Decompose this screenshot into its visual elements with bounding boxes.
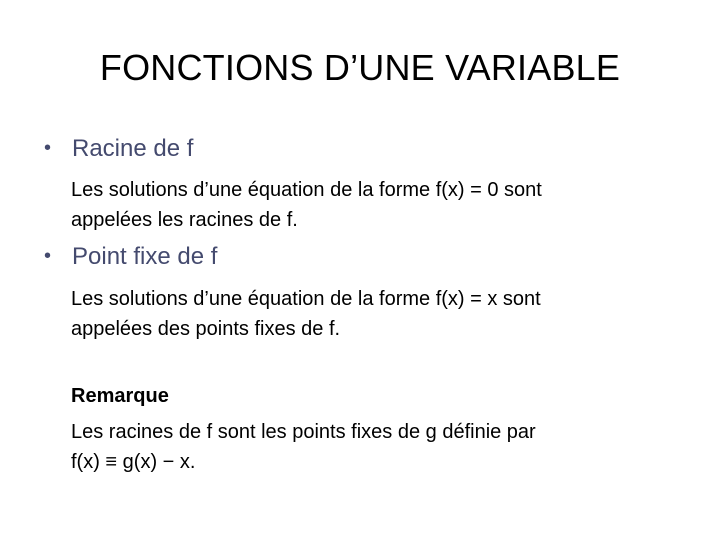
racine-definition bbox=[71, 175, 671, 235]
racine-line-1: Les solutions d’une équation de la forme f(x) = 0 sont bbox=[71, 179, 542, 201]
point-fixe-line-2: appelées des points fixes de f. bbox=[71, 318, 341, 340]
remark-line-1: Les racines de f sont les points fixes de g définie par bbox=[71, 421, 536, 443]
bullet-dot-icon: • bbox=[44, 137, 52, 159]
point-fixe-definition bbox=[71, 284, 671, 344]
slide-title: FONCTIONS D’UNE VARIABLE bbox=[99, 47, 621, 88]
bullet-heading-point-fixe: Point fixe de f bbox=[72, 243, 218, 270]
point-fixe-line-1: Les solutions d’une équation de la forme f(x) = x sont bbox=[71, 288, 541, 310]
bullet-point-fixe bbox=[44, 241, 217, 272]
bullet-dot-icon: • bbox=[44, 245, 52, 267]
bullet-racine bbox=[44, 133, 193, 164]
remark-line-2: f(x) ≡ g(x) − x. bbox=[71, 451, 196, 473]
remark-text bbox=[71, 417, 671, 477]
remark-heading: Remarque bbox=[71, 385, 169, 407]
bullet-heading-racine: Racine de f bbox=[72, 135, 194, 162]
racine-line-2: appelées les racines de f. bbox=[71, 209, 298, 231]
